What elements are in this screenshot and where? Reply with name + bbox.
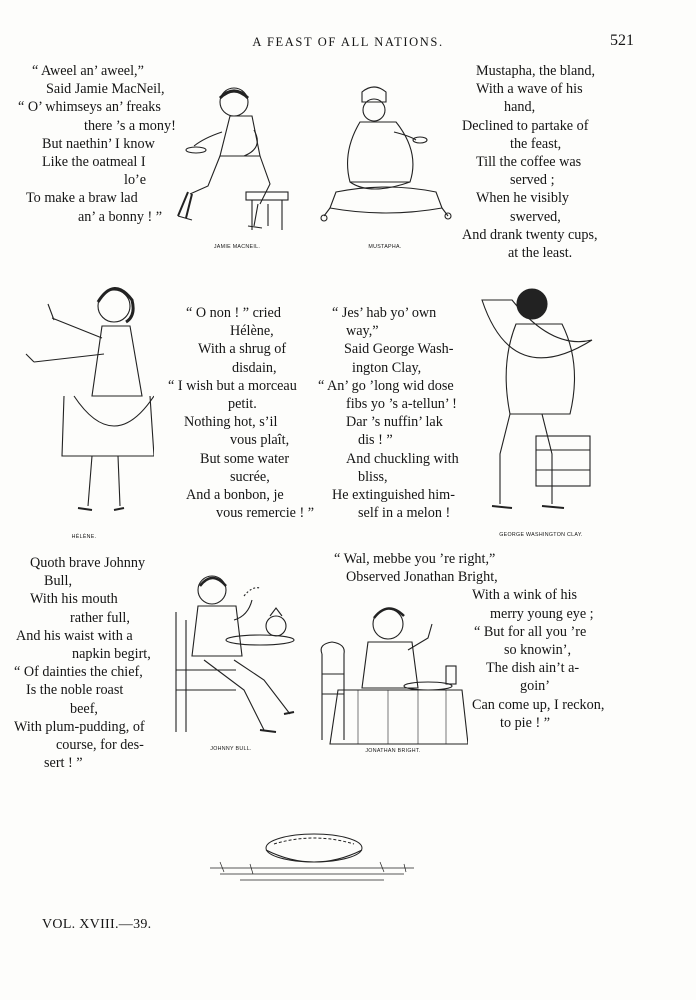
caption-clay: GEORGE WASHINGTON CLAY. <box>499 532 583 538</box>
verse-line: so knowin’, <box>504 642 571 659</box>
verse-line: Mustapha, the bland, <box>476 63 595 79</box>
verse-line: Declined to partake of <box>462 117 589 134</box>
verse-george-washington-clay <box>318 304 468 522</box>
verse-line: Said George Wash- <box>344 341 454 358</box>
verse-line: way,” <box>346 323 379 340</box>
caption-helene: HÉLÈNE. <box>71 534 97 540</box>
verse-line: “ Jes’ hab yo’ own <box>332 305 437 321</box>
verse-line: And drank twenty cups, <box>462 226 598 243</box>
verse-line: course, for des- <box>56 737 144 754</box>
verse-jamie <box>18 62 176 226</box>
verse-line: When he visibly <box>476 190 569 207</box>
verse-line: bliss, <box>358 468 388 485</box>
verse-line: hand, <box>504 99 536 116</box>
verse-line: With a wink of his <box>472 587 578 604</box>
verse-line: “ O non ! ” cried <box>186 305 281 321</box>
verse-line: merry young eye ; <box>490 605 594 622</box>
page-number: 521 <box>610 32 634 49</box>
verse-line: goin’ <box>520 678 550 695</box>
verse-line: Till the coffee was <box>476 154 582 171</box>
verse-line: at the least. <box>508 245 573 262</box>
verse-line: served ; <box>510 172 555 189</box>
illustration-helene <box>14 276 154 540</box>
verse-line: vous plaît, <box>230 432 290 449</box>
verse-line: dis ! ” <box>358 432 393 449</box>
verse-line: beef, <box>70 700 98 717</box>
verse-line: fibs yo ’s a-tellun’ ! <box>346 396 457 413</box>
verse-line: self in a melon ! <box>358 505 451 522</box>
verse-line: With a wave of his <box>476 81 583 98</box>
verse-line: The dish ain’t a- <box>486 660 580 677</box>
verse-jonathan-bright <box>334 550 612 732</box>
verse-line: But some water <box>200 450 290 467</box>
verse-line: And a bonbon, je <box>186 487 284 504</box>
verse-johnny-bull <box>14 554 162 772</box>
verse-line: “ Of dainties the chief, <box>14 664 143 681</box>
caption-mustapha: MUSTAPHA. <box>368 244 402 250</box>
verse-line: To make a braw lad <box>26 190 138 207</box>
illustration-johnny-bull <box>164 560 298 752</box>
verse-line: Dar ’s nuffin’ lak <box>346 414 443 431</box>
verse-line: “ Wal, mebbe you ’re right,” <box>334 551 496 567</box>
verse-line: And chuckling with <box>346 450 459 467</box>
caption-jonathan: JONATHAN BRIGHT. <box>365 748 421 754</box>
verse-line: With a shrug of <box>198 341 287 358</box>
verse-line: With plum-pudding, of <box>14 718 145 735</box>
verse-line: there ’s a mony! <box>84 117 176 134</box>
verse-line: “ But for all you ’re <box>474 623 587 640</box>
verse-line: rather full, <box>70 609 130 626</box>
verse-line: lo’e <box>124 172 147 189</box>
running-header: A FEAST OF ALL NATIONS. <box>252 35 444 49</box>
verse-line: swerved, <box>510 208 561 225</box>
verse-line: “ Aweel an’ aweel,” <box>32 63 144 79</box>
caption-jamie: JAMIE MACNEIL. <box>213 244 261 250</box>
verse-line: to pie ! ” <box>500 714 551 731</box>
verse-mustapha <box>462 62 610 262</box>
verse-line: He extinguished him- <box>332 487 455 504</box>
verse-line: Like the oatmeal I <box>42 154 146 171</box>
verse-line: Said Jamie MacNeil, <box>46 81 165 98</box>
verse-line: Observed Jonathan Bright, <box>346 569 498 586</box>
verse-line: sucrée, <box>230 468 270 485</box>
verse-line: disdain, <box>232 359 277 376</box>
verse-line: Bull, <box>44 573 72 590</box>
verse-line: sert ! ” <box>44 755 83 772</box>
verse-line: Quoth brave Johnny <box>30 555 146 571</box>
verse-line: Nothing hot, s’il <box>184 414 278 431</box>
verse-line: the feast, <box>510 135 562 152</box>
illustration-george-washington-clay <box>476 280 606 538</box>
verse-line: With his mouth <box>30 591 118 608</box>
verse-line: an’ a bonny ! ” <box>78 208 163 225</box>
verse-line: “ O’ whimseys an’ freaks <box>18 99 161 116</box>
verse-line: petit. <box>228 396 257 413</box>
verse-line: Can come up, I reckon, <box>472 696 605 713</box>
verse-line: “ I wish but a morceau <box>168 377 297 394</box>
footer-volume: VOL. XVIII.—39. <box>42 917 152 932</box>
illustration-mustapha <box>316 82 454 250</box>
verse-line: napkin begirt, <box>72 646 151 663</box>
caption-johnny: JOHNNY BULL. <box>210 746 252 752</box>
verse-line: And his waist with a <box>16 627 133 644</box>
illustration-pie <box>200 818 424 888</box>
verse-line: “ An’ go ’long wid dose <box>318 377 454 394</box>
verse-line: But naethin’ I know <box>42 135 155 152</box>
verse-line: Hélène, <box>230 323 274 340</box>
verse-line: Is the noble roast <box>26 682 124 699</box>
verse-line: ington Clay, <box>352 359 422 376</box>
illustration-jamie-macneil <box>172 80 302 250</box>
verse-helene <box>168 304 315 522</box>
verse-line: vous remercie ! ” <box>216 505 315 522</box>
